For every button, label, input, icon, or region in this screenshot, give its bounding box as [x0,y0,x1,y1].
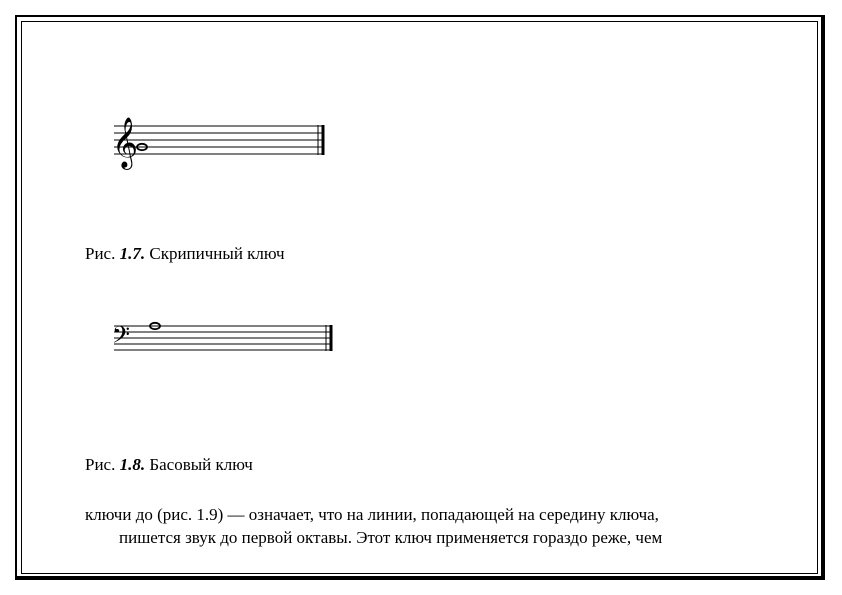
figure-caption-1-7: Рис. 1.7. Скрипичный ключ [85,244,285,263]
bass-clef-staff [104,318,338,360]
page-frame-inner [21,21,818,574]
bass-clef-icon: 𝄢 [112,321,131,354]
treble-clef-icon: 𝄞 [112,117,139,168]
body-text-line-1: ключи до (рис. 1.9) — означает, что на линии, попадающей на середину ключа, [85,505,659,524]
treble-clef-staff [104,110,330,172]
figure-caption-1-8: Рис. 1.8. Басовый ключ [85,455,253,474]
body-text-line-2: пишется звук до первой октавы. Этот ключ применяется гораздо реже, чем [119,528,663,547]
